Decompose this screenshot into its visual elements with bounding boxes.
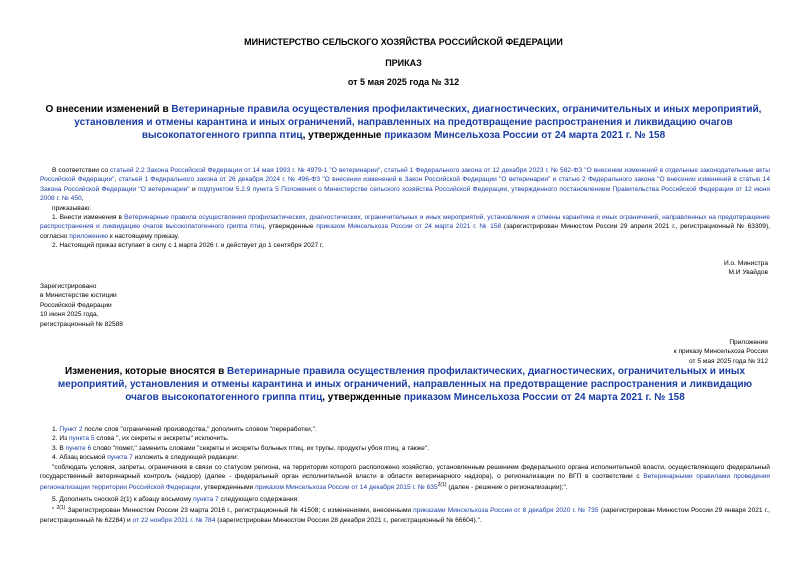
change-4-quote: "соблюдать условия, запреты, ограничения в связи со статусом региона, на территории которого расположено хозяйство, установленным решением федерального органа исполнительной власти, осуществляющего федеральный государственный ветеринарный контроль (надзор) (далее - федеральный орган исполнительной власти в области ветеринарного надзора), о регионализации по ВГП в соответствии с Ветеринарными правилами проведения регионализации территории Российской Федерации, утвержденными приказом Минсельхоза России от 14 декабря 2015 г. № $635^{2(1)}$ (далее - решение о регионализации);". xyxy=(40,463,770,492)
order-word: приказываю: xyxy=(52,204,92,212)
signature-name: М.И Увайдов xyxy=(728,269,768,277)
link-point-6[interactable]: пункте 6 xyxy=(65,444,92,452)
link-point-7-footnote[interactable]: пункта 7 xyxy=(193,496,219,504)
link-order-735[interactable]: приказами Минсельхоза России от 8 декабря 2020 г. № 735 xyxy=(413,507,599,515)
signature-position: И.о. Министра xyxy=(723,260,768,267)
registration-line: Зарегистрировано xyxy=(40,283,97,290)
link-order-635[interactable]: приказом Минсельхоза России от 14 декабря 2015 г. № 635 xyxy=(255,484,438,492)
item-2: 2. Настоящий приказ вступает в силу с 1 марта 2026 г. и действует до 1 сентября 2027 г. xyxy=(52,242,324,250)
title-text: О внесении изменений в xyxy=(45,104,172,115)
change-2: 2. Из пункта 5 слова ", их секреты и экскреты" исключить. xyxy=(52,435,229,443)
link-appendix[interactable]: приложению xyxy=(69,232,109,240)
appendix-ref-line: к приказу Минсельхоза России xyxy=(673,348,768,356)
change-3: 3. В пункте 6 слово "помет," заменить словами "секреты и экскреты больных птиц, их трупы, продукты убоя птиц, а также". xyxy=(52,444,429,452)
change-4: 4. Абзац восьмой пункта 7 изложить в следующей редакции: xyxy=(52,454,239,462)
preamble xyxy=(40,166,770,251)
link-point-2[interactable]: Пункт 2 xyxy=(59,426,83,433)
changes-list xyxy=(40,425,770,525)
link-item1-rules[interactable]: Ветеринарные правила осуществления профилактических, диагностических, ограничительных и иных мероприятий, установления и отмены карантина и иных ограничений, направленных на предотвращение распространения и ликвидацию очагов высокопатогенного гриппа птиц xyxy=(40,214,770,231)
ministry-name: МИНИСТЕРСТВО СЕЛЬСКОГО ХОЗЯЙСТВА РОССИЙСКОЙ ФЕДЕРАЦИИ xyxy=(244,37,563,47)
appendix-title-link-order[interactable]: приказом Минсельхоза России от 24 марта 2021 г. № 158 xyxy=(403,392,685,403)
link-vet-law[interactable]: статьей 2.2 Закона Российской Федерации от 14 мая 1993 г. № 4979-1 "О ветеринарии" xyxy=(109,167,381,174)
registration-line: в Министерстве юстиции xyxy=(40,292,117,300)
link-regionalization-rules[interactable]: Ветеринарными правилами проведения регионализации территории Российской Федерации xyxy=(40,473,770,492)
footnote-marker: 2(1) xyxy=(56,505,66,512)
title-link-order[interactable]: приказом Минсельхоза России от 24 марта 2021 г. № 158 xyxy=(384,130,666,141)
appendix-ref-line: от 5 мая 2025 года № 312 xyxy=(688,357,768,365)
doc-date-number: от 5 мая 2025 года № 312 xyxy=(347,77,460,87)
title-link-rules[interactable]: Ветеринарные правила осуществления профилактических, диагностических, ограничительных и иных мероприятий, установления и отмены карантина и иных ограничений, направленных на предотвращение распространения и ликвидацию очагов высокопатогенного гриппа птиц xyxy=(74,104,762,141)
signature-block xyxy=(724,259,768,278)
registration-line: Российской Федерации xyxy=(40,301,112,309)
link-fz-582[interactable]: статьей 1 Федерального закона от 12 декабря 2023 г. № 582-ФЗ "О внесении изменений в отдельные законодательные акты Российской Федерации" xyxy=(40,167,770,184)
registration-block xyxy=(40,282,123,329)
link-point-5[interactable]: пункта 5 xyxy=(68,435,95,443)
doc-type: ПРИКАЗ xyxy=(385,58,422,68)
appendix-ref-line: Приложение xyxy=(729,339,768,346)
registration-line: регистрационный № 82588 xyxy=(40,320,123,328)
footnote-marker: 2(1) xyxy=(437,482,447,489)
link-order-784[interactable]: от 22 ноября 2021 г. № 784 xyxy=(132,517,216,525)
appendix-title-link-rules[interactable]: Ветеринарные правила осуществления профилактических, диагностических, ограничительных и иных мероприятий, установления и отмены карантина и иных ограничений, направленных на предотвращение распространения и ликвидацию очагов высокопатогенного гриппа птиц xyxy=(57,366,753,403)
link-fz-496[interactable]: статьей 1 Федерального закона от 26 декабря 2024 г. № 496-ФЗ "О внесении изменений в Закон Российской Федерации "О ветеринарии" и статью 2 Федерального закона "О внесении изменений в статью 14 Закона Российской Федерации "О ветеринарии" xyxy=(40,176,770,193)
appendix-title: Изменения, которые вносятся в Ветеринарные правила осуществления профилактических, диагностических, ограничительных и иных мероприятий, установления и отмены карантина и иных ограничений, направленных на предотвращение распространения и ликвидацию очагов высокопатогенного гриппа птиц, утвержденные приказом Минсельхоза России от 24 марта 2021 г. № 158 xyxy=(57,366,753,403)
order-title xyxy=(40,103,767,142)
link-regulation-450[interactable]: подпунктом 5.2.9 пункта 5 Положения о Министерстве сельского хозяйства Российской Федерации, утвержденного постановлением Правительства Российской Федерации от 12 июня 2008 г. № 450 xyxy=(40,185,770,203)
preamble-paragraph: В соответствии со статьей 2.2 Закона Российской Федерации от 14 мая 1993 г. № 4979-1 "О ветеринарии", статьей 1 Федерального закона от 12 декабря 2023 г. № 582-ФЗ "О внесении изменений в отдельные законодательные акты Российской Федерации", статьей 1 Федерального закона от 26 декабря 2024 г. № 496-ФЗ "О внесении изменений в Закон Российской Федерации "О ветеринарии" и статью 2 Федерального закона "О внесении изменений в статью 14 Закона Российской Федерации "О ветеринарии" и подпунктом 5.2.9 пункта 5 Положения о Министерстве сельского хозяйства Российской Федерации, утвержденного постановлением Правительства Российской Федерации от 12 июня 2008 г. № 450, xyxy=(40,167,770,203)
registration-line: 10 июня 2025 года, xyxy=(40,311,99,319)
link-item1-order[interactable]: приказом Минсельхоза России от 24 марта 2021 г. № 158 xyxy=(316,223,502,231)
title-text-2: , утвержденные xyxy=(302,130,385,141)
appendix-reference xyxy=(674,338,768,366)
change-5-footnote: " $^{2(1)}$ Зарегистрирован Минюстом России 23 марта 2016 г., регистрационный № 41508; с изменениями, внесенными приказами Минсельхоза России от 8 декабря 2020 г. № 735 (зарегистрирован Минюстом России 29 января 2021 г., регистрационный № 62284) и от 22 ноября 2021 г. № 784 (зарегистрирован Минюстом России 28 декабря 2021 г., регистрационный № 66604).". xyxy=(40,505,770,525)
link-point-7[interactable]: пункта 7 xyxy=(107,454,133,462)
change-1: 1. Пункт 2 после слов "ограничений производства," дополнить словом "переработки,". xyxy=(52,426,317,433)
item-1: 1. Внести изменения в Ветеринарные правила осуществления профилактических, диагностических, ограничительных и иных мероприятий, установления и отмены карантина и иных ограничений, направленных на предотвращение распространения и ликвидацию очагов высокопатогенного гриппа птиц, утвержденные приказом Минсельхоза России от 24 марта 2021 г. № 158 (зарегистрирован Минюстом России 29 апреля 2021 г., регистрационный № 63309), согласно приложению к настоящему приказу. xyxy=(40,214,771,240)
change-5: 5. Дополнить сноской 2(1) к абзацу восьмому пункта 7 следующего содержания: xyxy=(52,496,299,504)
